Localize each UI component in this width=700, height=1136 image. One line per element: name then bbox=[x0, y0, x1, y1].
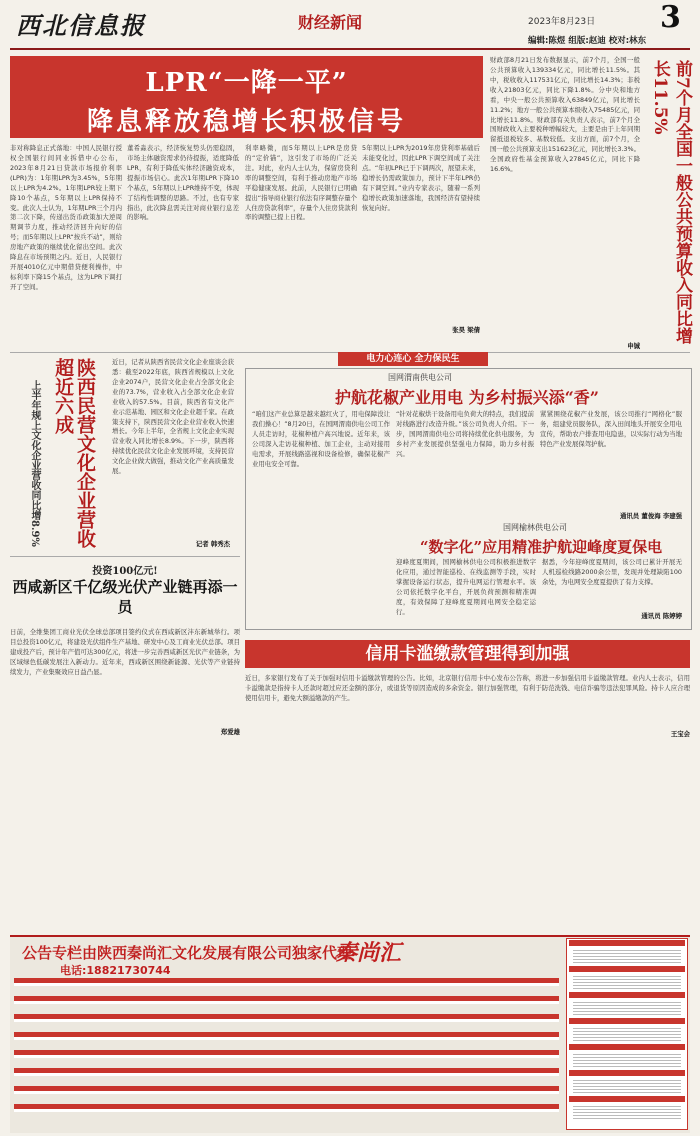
announcement-row bbox=[14, 978, 559, 986]
header-rule bbox=[10, 48, 690, 50]
announcement-headline: 公告专栏由陕西秦尚汇文化发展有限公司独家代理 bbox=[22, 944, 353, 962]
private-econ-byline: 记者 韩秀杰 bbox=[195, 540, 230, 548]
energy-title: 护航花椒产业用电 为乡村振兴添“香” bbox=[335, 388, 599, 407]
announcement-row bbox=[14, 1068, 559, 1076]
announcement-row bbox=[14, 1050, 559, 1058]
announcement-row bbox=[14, 1086, 559, 1094]
newspaper-logo: 西北信息报 bbox=[16, 11, 146, 40]
yulin-byline: 通讯员 陈婷婷 bbox=[641, 612, 682, 620]
announcement-row bbox=[14, 1104, 559, 1112]
energy-box-label: 国网渭南供电公司 bbox=[388, 373, 452, 382]
page-number: 3 bbox=[660, 0, 681, 35]
lead-title-line1: LPR“一降一平” bbox=[145, 68, 348, 98]
announcement-row bbox=[14, 1014, 559, 1022]
lead-byline: 张昊 梁倩 bbox=[452, 326, 480, 334]
private-econ-text: 近日，记者从陕西省民营文化企业座谈会获悉：截至2022年底，陕西省规模以上文化企业2074户，民营文化企业占全部文化企业的73.7%，营业收入占全部文化企业营业收入的57.5%。目前，陕西省有文化产业示范基地、园区和文化企业超千家。在政策支持下，陕西民营文化企业营业收入快速增长。今年上半年，全省规上文化企业实现营业收入同比增长8.9%。下一步，陕西将持续优化民营文化企业发展环境，支持民营文化企业做大做强，推动文化产业高质量发展。 bbox=[112, 358, 234, 476]
pv-text: 日前，全维集团工商业光伏全球总部项目签约仪式在西咸新区沣东新城举行。项目总投资100亿元，将建设光伏组件生产基地、研发中心及工商业光伏总部。项目建成投产后，预计年产值可达300亿元，将进一步完善西咸新区光伏产业链条，为区域绿色低碳发展注入新动力。近年来，西咸新区围绕新能源、光伏等产业链持续发力，产业集聚效应日益凸显。 bbox=[10, 628, 240, 676]
pv-title: 西咸新区千亿级光伏产业链再添一员 bbox=[12, 578, 238, 616]
yulin-box-label: 国网榆林供电公司 bbox=[503, 523, 567, 532]
budget-title: 前7个月全国一般公共预算收入同比增长11.5% bbox=[649, 60, 692, 344]
energy-column-1: “咱们这产业总算是越来越红火了，用电保障没让我们操心！”8月20日，在国网渭南供电公司工作人员走访时，花椒种植户高兴地说。近年来，该公司深入走访花椒种植、加工企业，主动对接用电需求，开展线路巡视和设备检修，确保花椒产业用电安全可靠。 bbox=[252, 410, 390, 468]
credit-byline: 王宝会 bbox=[670, 730, 690, 738]
lead-column-4: 5年期以上LPR为2019年房贷利率基础后未能变化过，因此LPR下调空间成了关注点。“年初LPR已于下调两次，展望未来，稳增长仍需政策加力，预计下半年LPR仍有下调空间。”业内专家表示，随着一系列稳增长政策加速落地，我国经济有望持续恢复向好。 bbox=[362, 144, 480, 212]
budget-byline: 申铖 bbox=[627, 342, 640, 350]
lead-column-2: 董希淼表示，经济恢复势头仍需稳固，市场主体融资需求仍待提振，适度降低LPR，有利于降低实体经济融资成本，提振市场信心。此次1年期LPR下降10个基点，5年期以上LPR维持不变，体现了结构性调整的思路。不过，也有专家指出，此次降息需关注对商业银行息差的影响。 bbox=[127, 144, 239, 222]
pv-byline: 郑爱雄 bbox=[220, 728, 240, 736]
energy-byline: 通讯员 董俊海 李建强 bbox=[620, 512, 682, 520]
private-econ-title: 陕西民营文化企业营收超近六成 bbox=[52, 358, 96, 548]
lead-column-1: 非对称降息正式落地：中国人民银行授权全国银行间同业拆借中心公布，2023年8月21日贷款市场报价利率(LPR)为：1年期LPR为3.45%，5年期以上LPR为4.2%。1年期LPR较上期下降10个基点，5年期以上LPR保持不变。此次人士认为，1年期LPR三个月内第二次下降，传递出货币政策加大逆周期调节力度，推动经济回升向好的信号；而5年期以上LPR“按兵不动”，则给房地产政策的继续优化留出空间。此次降息在市场预期之内。近日，人民银行开展4010亿元中期借贷便利操作，中标利率下降15个基点，这为LPR下调打开了空间。 bbox=[10, 144, 122, 291]
announcement-side-column bbox=[566, 938, 688, 1130]
divider-2 bbox=[10, 556, 240, 557]
energy-column-2: “针对花椒烘干设备用电负荷大的特点，我们提前对线路进行改造升级。”该公司负责人介绍。下一步，国网渭南供电公司将持续优化供电服务，为乡村产业发展提供坚强电力保障，助力乡村振兴。 bbox=[396, 410, 534, 458]
yulin-column-1: 迎峰度夏期间，国网榆林供电公司积极推进数字化应用，通过智能巡检、在线监测等手段，实时掌握设备运行状态，提升电网运行管理水平。该公司依托数字化平台，开展负荷预测和精准调度，有效保障了迎峰度夏期间电网安全稳定运行。 bbox=[396, 558, 536, 616]
energy-column-3: 紧紧围绕花椒产业发展，该公司推行“网格化”服务，组建党员服务队，深入田间地头开展安全用电宣传，帮助农户排查用电隐患，以实际行动为当地特色产业发展保驾护航。 bbox=[540, 410, 682, 448]
budget-text: 财政部8月21日发布数据显示，前7个月，全国一般公共预算收入139334亿元，同比增长11.5%。其中，税收收入117531亿元，同比增长14.3%；非税收入21803亿元，同比下降1.8%。分中央和地方看，中央一般公共预算收入63849亿元，同比增长11.2%；地方一般公共预算本级收入75485亿元，同比增长11.8%。财政部有关负责人表示，前7个月全国财政收入主要税种增幅较大，主要是由于上年同期留抵退税较多、基数较低。支出方面，前7个月，全国一般公共预算支出151623亿元，同比增长3.3%。全国政府性基金预算收入27845亿元，同比下降16.6%。 bbox=[490, 56, 640, 174]
credit-title-bar: 信用卡滥缴款管理得到加强 bbox=[245, 640, 690, 668]
announcement-phone: 电话:18821730744 bbox=[60, 964, 171, 977]
lead-title-line2: 降息释放稳增长积极信号 bbox=[86, 107, 406, 137]
issue-date: 2023年8月23日 bbox=[528, 17, 596, 27]
section-title: 财经新闻 bbox=[298, 13, 363, 32]
pv-kicker: 投资100亿元! bbox=[92, 566, 158, 577]
yulin-column-2: 据悉，今年迎峰度夏期间，该公司已累计开展无人机巡检线路2000余公里，发现并处理缺陷100余处，为电网安全度夏提供了有力支撑。 bbox=[542, 558, 682, 586]
announcement-row bbox=[14, 996, 559, 1004]
credit-text: 近日，多家银行发布了关于加强对信用卡溢缴款管理的公告。比如，北京银行信用卡中心发布公告称，将进一步加强信用卡溢缴款管理。业内人士表示，信用卡溢缴款是指持卡人还款时超过应还金额的部分，或退货等原因造成的多余资金。银行加强管理，有利于防范洗钱、电信诈骗等违法犯罪风险。持卡人应合理使用信用卡，避免大额溢缴款的产生。 bbox=[245, 674, 690, 702]
editors-line: 编辑:陈煜 组版:赵迪 校对:林东 bbox=[528, 36, 647, 46]
announcement-row bbox=[14, 1032, 559, 1040]
private-econ-subtitle: 上半年规上文化企业营收同比增8.9% bbox=[29, 380, 40, 547]
lead-column-3: 利率略微，而5年期以上LPR是房贷的“定价锚”，这引发了市场的广泛关注。对此，业内人士认为，保留房贷利率的调整空间，有利于推动房地产市场平稳健康发展。此前，人民银行已明确提出“指导商业银行依法有序调整存量个人住房贷款利率”，存量个人住房贷款利率的调整已提上日程。 bbox=[245, 144, 357, 222]
announcement-brand: 秦尚汇 bbox=[335, 940, 402, 966]
yulin-title: “数字化”应用精准护航迎峰度夏保电 bbox=[419, 538, 663, 556]
lead-headline-banner bbox=[10, 56, 483, 138]
energy-tagline: 电力心连心 全力保民生 bbox=[338, 352, 488, 366]
